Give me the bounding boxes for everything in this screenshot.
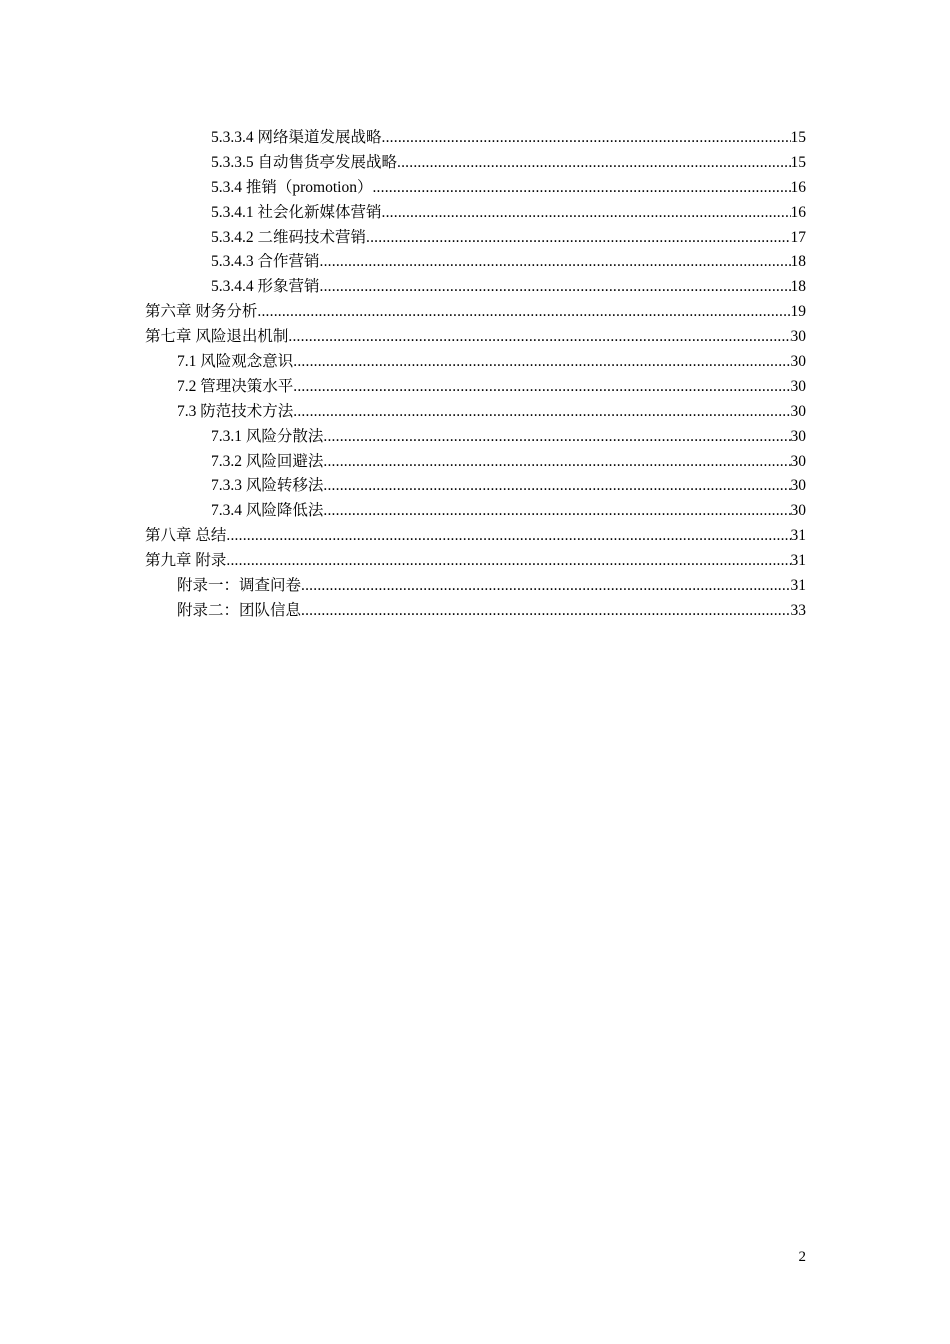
toc-entry-page: 18 xyxy=(790,278,806,296)
toc-entry[interactable] xyxy=(145,350,806,375)
toc-entry-title: 5.3.4.1 社会化新媒体营销 xyxy=(211,203,382,221)
toc-entry-title: 5.3.4 推销（promotion） xyxy=(211,178,373,196)
toc-dot-leader xyxy=(323,425,790,450)
toc-entry-title: 附录二：团队信息 xyxy=(177,601,302,619)
toc-dot-leader xyxy=(323,499,790,524)
toc-entry-page: 30 xyxy=(790,377,806,395)
toc-entry[interactable] xyxy=(145,226,806,251)
page-number: 2 xyxy=(798,1249,806,1265)
table-of-contents xyxy=(145,126,806,624)
toc-dot-leader xyxy=(323,450,790,475)
toc-dot-leader xyxy=(257,300,790,325)
toc-entry-page: 31 xyxy=(790,527,806,545)
toc-entry-title: 5.3.4.2 二维码技术营销 xyxy=(211,228,367,246)
toc-entry-title: 第八章 总结 xyxy=(145,527,227,545)
toc-entry[interactable] xyxy=(145,275,806,300)
toc-dot-leader xyxy=(293,375,790,400)
toc-dot-leader xyxy=(372,176,790,201)
toc-entry-title: 附录一：调查问卷 xyxy=(177,577,302,595)
toc-entry-page: 15 xyxy=(790,153,806,171)
toc-entry-page: 17 xyxy=(790,228,806,246)
toc-entry[interactable] xyxy=(145,524,806,549)
toc-dot-leader xyxy=(301,574,790,599)
toc-entry-page: 19 xyxy=(790,303,806,321)
toc-dot-leader xyxy=(301,599,790,624)
toc-entry-title: 7.3.1 风险分散法 xyxy=(211,427,324,445)
toc-entry[interactable] xyxy=(145,574,806,599)
toc-entry[interactable] xyxy=(145,450,806,475)
toc-entry-title: 5.3.4.3 合作营销 xyxy=(211,253,320,271)
toc-entry-title: 7.1 风险观念意识 xyxy=(177,353,294,371)
toc-entry[interactable] xyxy=(145,126,806,151)
toc-entry[interactable] xyxy=(145,375,806,400)
toc-entry[interactable] xyxy=(145,176,806,201)
toc-dot-leader xyxy=(382,201,791,226)
toc-entry[interactable] xyxy=(145,400,806,425)
toc-entry-title: 7.3.2 风险回避法 xyxy=(211,452,324,470)
toc-entry[interactable] xyxy=(145,549,806,574)
toc-entry-page: 18 xyxy=(790,253,806,271)
toc-dot-leader xyxy=(382,126,791,151)
toc-dot-leader xyxy=(320,250,791,275)
toc-entry-title: 7.3.4 风险降低法 xyxy=(211,502,324,520)
toc-entry-page: 31 xyxy=(790,552,806,570)
toc-entry[interactable] xyxy=(145,151,806,176)
toc-entry-page: 30 xyxy=(790,452,806,470)
toc-entry-page: 16 xyxy=(790,203,806,221)
toc-entry[interactable] xyxy=(145,300,806,325)
toc-dot-leader xyxy=(320,275,791,300)
toc-entry[interactable] xyxy=(145,474,806,499)
toc-entry-title: 第六章 财务分析 xyxy=(145,303,258,321)
toc-dot-leader xyxy=(226,524,790,549)
toc-dot-leader xyxy=(366,226,790,251)
toc-entry-title: 5.3.3.4 网络渠道发展战略 xyxy=(211,129,382,146)
toc-entry-page: 30 xyxy=(790,328,806,346)
toc-entry-page: 16 xyxy=(790,178,806,196)
toc-entry-page: 30 xyxy=(790,427,806,445)
toc-entry-page: 33 xyxy=(790,601,806,619)
toc-entry[interactable] xyxy=(145,599,806,624)
toc-entry-title: 第九章 附录 xyxy=(145,552,227,570)
toc-entry-page: 30 xyxy=(790,477,806,495)
toc-dot-leader xyxy=(293,350,790,375)
toc-entry[interactable] xyxy=(145,325,806,350)
toc-entry[interactable] xyxy=(145,425,806,450)
toc-entry-title: 7.3 防范技术方法 xyxy=(177,402,294,420)
toc-entry-page: 15 xyxy=(790,129,806,146)
toc-entry-page: 30 xyxy=(790,353,806,371)
toc-entry-page: 30 xyxy=(790,402,806,420)
toc-entry-title: 5.3.4.4 形象营销 xyxy=(211,278,320,296)
toc-dot-leader xyxy=(288,325,790,350)
toc-entry[interactable] xyxy=(145,499,806,524)
toc-entry-page: 30 xyxy=(790,502,806,520)
toc-entry-page: 31 xyxy=(790,577,806,595)
toc-entry-title: 5.3.3.5 自动售货亭发展战略 xyxy=(211,153,398,171)
toc-dot-leader xyxy=(397,151,790,176)
toc-dot-leader xyxy=(323,474,790,499)
toc-entry[interactable] xyxy=(145,201,806,226)
toc-entry-title: 第七章 风险退出机制 xyxy=(145,328,289,346)
toc-entry-title: 7.2 管理决策水平 xyxy=(177,377,294,395)
toc-dot-leader xyxy=(293,400,790,425)
toc-dot-leader xyxy=(226,549,790,574)
toc-entry-title: 7.3.3 风险转移法 xyxy=(211,477,324,495)
toc-entry[interactable] xyxy=(145,250,806,275)
